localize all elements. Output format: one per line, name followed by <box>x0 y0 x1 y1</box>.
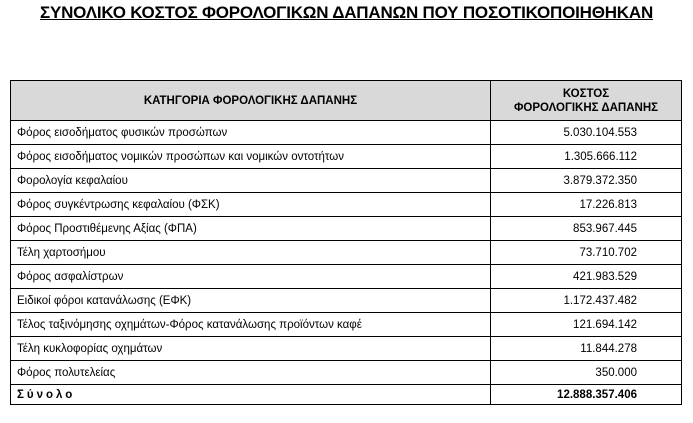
header-cost-line1: ΚΟΣΤΟΣ <box>562 87 610 100</box>
row-category: Φόρος εισοδήματος νομικών προσώπων και νομικών οντοτήτων <box>11 145 491 169</box>
total-row <box>11 385 682 405</box>
table-row <box>11 217 682 241</box>
row-category: Φόρος συγκέντρωσης κεφαλαίου (ΦΣΚ) <box>11 193 491 217</box>
table-row <box>11 145 682 169</box>
header-cost-line2: ΦΟΡΟΛΟΓΙΚΗΣ ΔΑΠΑΝΗΣ <box>513 101 659 114</box>
row-category: Φόρος πολυτελείας <box>11 361 491 385</box>
header-cost <box>491 81 682 121</box>
row-category: Φορολογία κεφαλαίου <box>11 169 491 193</box>
table-row <box>11 265 682 289</box>
table-header-row <box>11 81 682 121</box>
row-category: Φόρος εισοδήματος φυσικών προσώπων <box>11 121 491 145</box>
table-row <box>11 169 682 193</box>
row-cost: 3.879.372.350 <box>491 169 682 193</box>
header-category: ΚΑΤΗΓΟΡΙΑ ΦΟΡΟΛΟΓΙΚΗΣ ΔΑΠΑΝΗΣ <box>11 81 491 121</box>
row-cost: 5.030.104.553 <box>491 121 682 145</box>
tax-expenditure-table <box>10 80 682 405</box>
row-cost: 1.172.437.482 <box>491 289 682 313</box>
row-category: Φόρος Προστιθέμενης Αξίας (ΦΠΑ) <box>11 217 491 241</box>
table-row <box>11 289 682 313</box>
row-cost: 350.000 <box>491 361 682 385</box>
row-cost: 17.226.813 <box>491 193 682 217</box>
row-cost: 121.694.142 <box>491 313 682 337</box>
row-cost: 73.710.702 <box>491 241 682 265</box>
table-row <box>11 193 682 217</box>
table-row <box>11 337 682 361</box>
row-cost: 853.967.445 <box>491 217 682 241</box>
row-category: Τέλος ταξινόμησης οχημάτων-Φόρος κατανάλωσης προϊόντων καφέ <box>11 313 491 337</box>
row-category: Ειδικοί φόροι κατανάλωσης (ΕΦΚ) <box>11 289 491 313</box>
total-cost: 12.888.357.406 <box>491 385 682 405</box>
row-cost: 11.844.278 <box>491 337 682 361</box>
row-category: Τέλη χαρτοσήμου <box>11 241 491 265</box>
row-category: Τέλη κυκλοφορίας οχημάτων <box>11 337 491 361</box>
total-label: Σύνολο <box>11 385 491 405</box>
table-row <box>11 241 682 265</box>
table-row <box>11 121 682 145</box>
row-cost: 1.305.666.112 <box>491 145 682 169</box>
page-title: ΣΥΝΟΛΙΚΟ ΚΟΣΤΟΣ ΦΟΡΟΛΟΓΙΚΩΝ ΔΑΠΑΝΩΝ ΠΟΥ ΠΟΣΟΤΙΚΟΠΟΙΗΘΗΚΑΝ <box>39 3 654 22</box>
table-row <box>11 361 682 385</box>
table-row <box>11 313 682 337</box>
row-cost: 421.983.529 <box>491 265 682 289</box>
row-category: Φόρος ασφαλίστρων <box>11 265 491 289</box>
